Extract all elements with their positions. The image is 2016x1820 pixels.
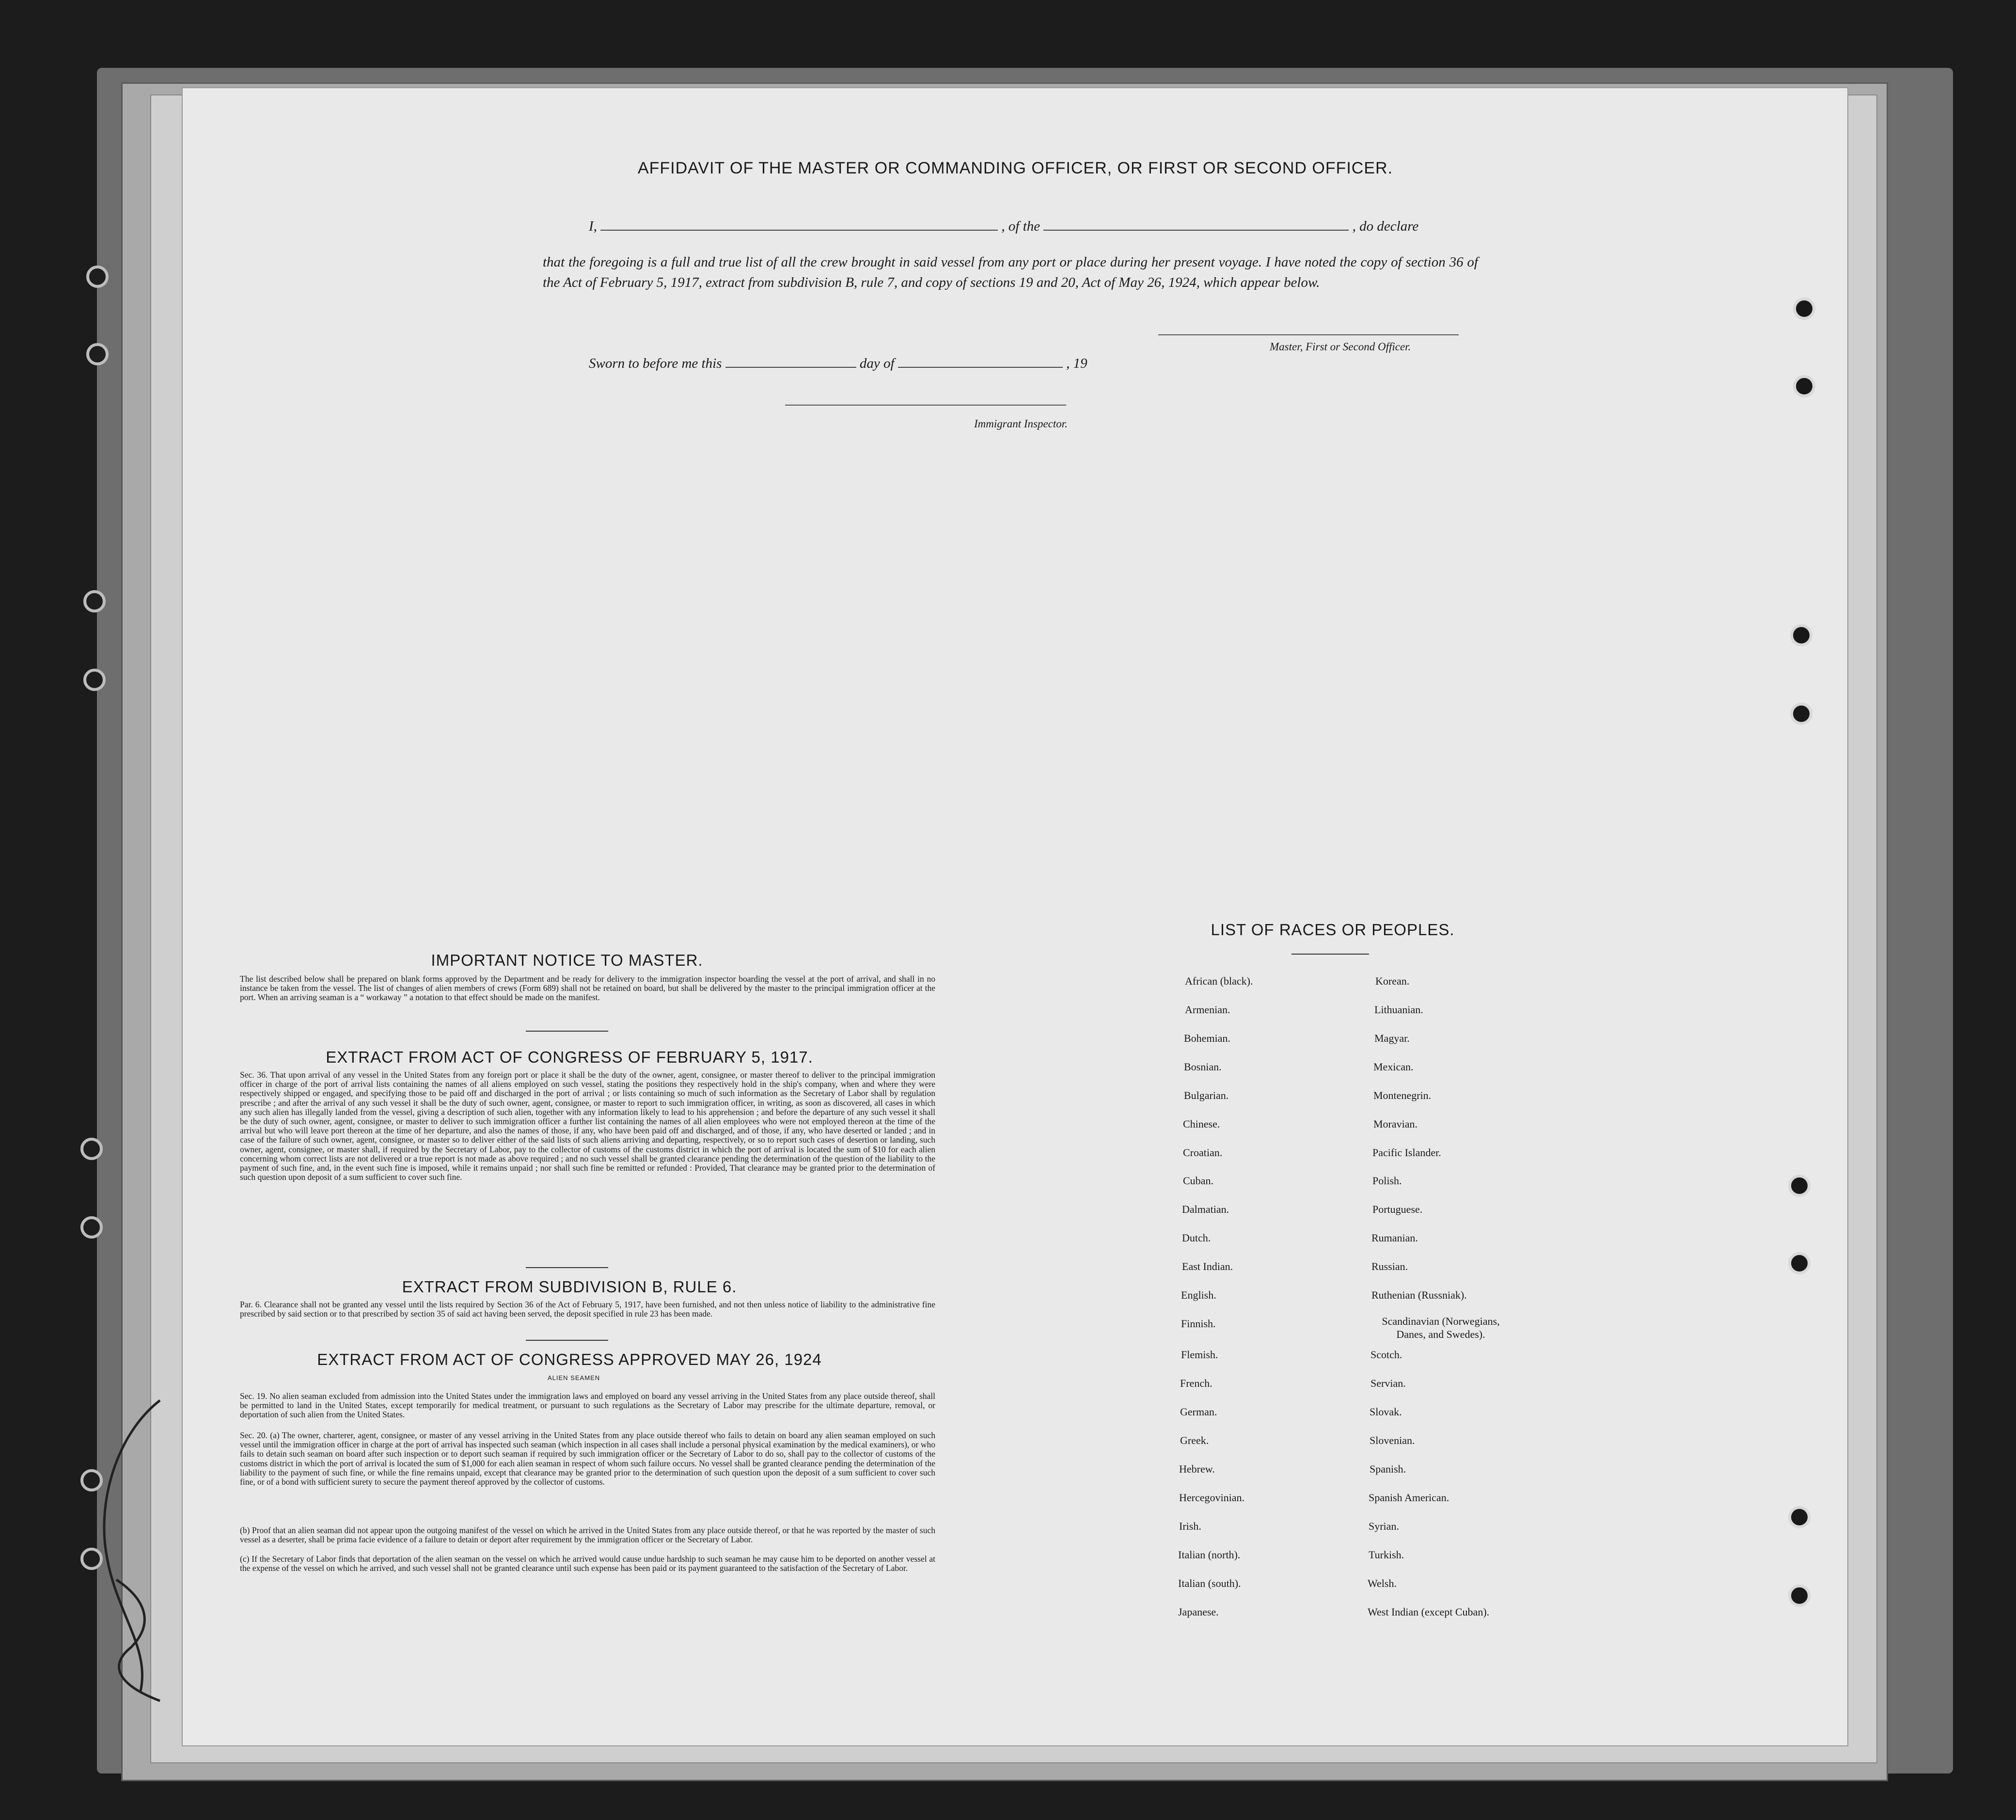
inspector-signature-label: Immigrant Inspector.	[974, 418, 1068, 430]
document-page	[182, 87, 1848, 1746]
race-right: Turkish.	[1369, 1549, 1404, 1561]
i-label: I,	[589, 219, 597, 234]
race-left: Bulgarian.	[1184, 1089, 1229, 1101]
race-left: Dutch.	[1182, 1232, 1211, 1244]
race-right: Spanish.	[1370, 1463, 1406, 1475]
act-1924-sec20a: Sec. 20. (a) The owner, charterer, agent, consignee, or master of any vessel arriving in the United States from any place outside thereof who fails to detain on board any alien seaman employed on such vessel until the immigration officer in charge at the port of arrival has inspected such seaman (which inspection in all cases shall include a personal physical examination by the medical examiners), or who fails to detain such seaman on board after such inspection or to deport such seaman if required by such immigration officer or the Secretary of Labor to do so, shall pay to the collector of customs of the customs district in which the port of arrival is located the sum of $1,000 for each alien seaman in respect of whom such failure occurs. No vessel shall be granted clearance pending the determination of the liability to the payment of such fine, or while the fine remains unpaid, except that clearance may be granted prior to the determination of such question upon the deposit of a sum sufficient to cover such fine, or of a bond with sufficient surety to secure the payment thereof approved by the collector of customs.	[240, 1430, 935, 1487]
race-left: East Indian.	[1182, 1260, 1233, 1272]
race-right: Polish.	[1372, 1175, 1402, 1187]
binder-hole	[1788, 1175, 1811, 1197]
do-declare-label: , do declare	[1352, 219, 1419, 234]
binder-hole	[80, 1216, 103, 1239]
inspector-signature-line[interactable]	[785, 405, 1066, 406]
binder-hole	[1793, 375, 1815, 397]
binder-hole	[1788, 1506, 1811, 1528]
race-right: Slovak.	[1370, 1406, 1402, 1418]
binder-hole	[83, 669, 106, 691]
race-right: Servian.	[1370, 1377, 1406, 1389]
race-left: Greek.	[1180, 1434, 1209, 1446]
notice-text: The list described below shall be prepared on blank forms approved by the Department and be ready for delivery to the immigration inspector boarding the vessel at the port of arrival, and shall in no instance be taken from the vessel. The list of changes of alien members of crews (Form 689) shall not be retained on board, but shall be delivered by the master to the principal immigration officer at the port. When an arriving seaman is a “ workaway ” a notation to that effect should be made on the manifest.	[240, 974, 935, 1003]
race-right: Pacific Islander.	[1372, 1146, 1441, 1159]
day-of-label: day of	[859, 356, 895, 371]
binder-hole	[86, 343, 109, 365]
master-signature-label: Master, First or Second Officer.	[1270, 341, 1411, 353]
binder-hole	[1793, 298, 1815, 320]
act-1924-sec19: Sec. 19. No alien seaman excluded from admission into the United States under the immigration laws and employed on board any vessel arriving in the United States from any place outside thereof, shall be permitted to land in the United States, except temporarily for medical treatment, or pursuant to such regulations as the Secretary of Labor may prescribe for the ultimate departure, removal, or deportation of such alien from the United States.	[240, 1391, 935, 1420]
race-left: Cuban.	[1183, 1175, 1213, 1187]
sworn-line	[589, 355, 1087, 372]
act-1917-text: Sec. 36. That upon arrival of any vessel in the United States from any foreign port or place it shall be the duty of the owner, agent, consignee, or master thereof to deliver to the principal immigration officer in charge of the port of arrival lists containing the names of all aliens employed on such vessel, stating the positions they respectively hold in the ship's company, when and where they were respectively shipped or engaged, and specifying those to be paid off and discharged in the port of arrival ; or lists containing so much of such information as the Secretary of Labor shall by regulation prescribe ; and after the arrival of any such vessel it shall be the duty of such owner, agent, consignee, or master to report to such immigration officer, in writing, as soon as discovered, all cases in which any such alien has illegally landed from the vessel, giving a description of such alien, together with any information likely to lead to his apprehension ; and before the departure of any such vessel it shall be the duty of such owner, agent, consignee, or master to deliver to such immigration officer a further list containing the names of all alien employees who were not employed thereon at the time of the arrival but who will leave port thereon at the time of her departure, and also the names of those, if any, who have been paid off and discharged, and of those, if any, who have deserted or landed ; and in case of the failure of such owner, agent, consignee, or master so to deliver either of the said lists of such aliens arriving and departing, respectively, or so to report such cases of desertion or landing, such owner, agent, consignee, or master shall, if required by the Secretary of Labor, pay to the collector of customs of the customs district in which the port of arrival is located the sum of $10 for each alien concerning whom correct lists are not delivered or a true report is not made as above required ; and no such vessel shall be granted clearance pending the determination of the question of the liability to the payment of such fine, and, in the event such fine is imposed, while it remains unpaid ; nor shall such fine be remitted or refunded : Provided, That clearance may be granted prior to the determination of such question upon deposit of a sum sufficient to cover such fine.	[240, 1070, 935, 1182]
race-left: Croatian.	[1183, 1146, 1223, 1159]
race-left: Hercegovinian.	[1179, 1491, 1244, 1504]
act-1924-sec20c: (c) If the Secretary of Labor finds that deportation of the alien seaman on the vessel on which he arrived would cause undue hardship to such seaman he may cause him to be deported on another vessel at the expense of the vessel on which he arrived, and such vessel shall not be granted clearance until such expense has been paid or its payment guaranteed to the satisfaction of the Secretary of Labor.	[240, 1554, 935, 1573]
race-right: Moravian.	[1373, 1118, 1418, 1130]
race-left: Hebrew.	[1179, 1463, 1215, 1475]
race-left: Italian (south).	[1178, 1577, 1241, 1589]
declarant-line	[589, 218, 1418, 235]
binder-hole	[86, 266, 109, 288]
race-left: French.	[1180, 1377, 1213, 1389]
race-left: African (black).	[1185, 975, 1253, 987]
section-divider	[526, 1340, 608, 1341]
sworn-label: Sworn to before me this	[589, 356, 722, 371]
of-the-label: , of the	[1001, 219, 1040, 234]
act-1924-title: EXTRACT FROM ACT OF CONGRESS APPROVED MAY 26, 1924	[317, 1350, 822, 1368]
race-left: Italian (north).	[1178, 1549, 1241, 1561]
race-right: Rumanian.	[1371, 1232, 1418, 1244]
binder-hole	[1788, 1585, 1811, 1607]
binder-hole	[1788, 1252, 1811, 1274]
race-left: Irish.	[1179, 1520, 1201, 1532]
race-left: English.	[1181, 1289, 1216, 1301]
race-left: Bosnian.	[1184, 1061, 1222, 1073]
year-label: , 19	[1066, 356, 1087, 371]
rule-6-title: EXTRACT FROM SUBDIVISION B, RULE 6.	[402, 1278, 737, 1296]
race-right: Portuguese.	[1372, 1203, 1423, 1215]
affidavit-title: AFFIDAVIT OF THE MASTER OR COMMANDING OFFICER, OR FIRST OR SECOND OFFICER.	[637, 159, 1393, 177]
rule-6-text: Par. 6. Clearance shall not be granted any vessel until the lists required by Section 36 of the Act of February 5, 1917, have been furnished, and not then unless notice of liability to the administrative fine prescribed by said section or to that prescribed by section 35 of said act having been served, the deposit specified in rule 23 has been made.	[240, 1300, 935, 1319]
vessel-name-blank[interactable]	[1043, 218, 1349, 231]
race-left: Dalmatian.	[1182, 1203, 1229, 1215]
section-divider	[526, 1267, 608, 1268]
race-left: Chinese.	[1183, 1118, 1220, 1130]
race-right: Slovenian.	[1370, 1434, 1415, 1446]
race-right: Mexican.	[1373, 1061, 1414, 1073]
race-right: Montenegrin.	[1373, 1089, 1432, 1101]
alien-seamen-subtitle: ALIEN SEAMEN	[548, 1374, 600, 1381]
string-loop	[87, 1396, 174, 1706]
affidavit-body: that the foregoing is a full and true list of all the crew brought in said vessel from any port or place during her present voyage. I have noted the copy of section 36 of the Act of February 5, 1917, extract from subdivision B, rule 7, and copy of sections 19 and 20, Act of May 26, 1924, which appear below.	[543, 254, 1478, 290]
races-title-rule	[1292, 954, 1369, 955]
race-left: Flemish.	[1181, 1349, 1218, 1361]
race-right: Korean.	[1375, 975, 1410, 987]
act-1924-sec20b: (b) Proof that an alien seaman did not appear upon the outgoing manifest of the vessel on which he arrived in the United States from any place outside thereof, or that he was reported by the master of such vessel as a deserter, shall be prima facie evidence of a failure to detain or deport after requirement by the immigration officer or the Secretary of Labor.	[240, 1525, 935, 1545]
act-1917-title: EXTRACT FROM ACT OF CONGRESS OF FEBRUARY 5, 1917.	[326, 1048, 813, 1066]
race-left: Finnish.	[1181, 1318, 1216, 1330]
binder-hole	[1790, 624, 1812, 646]
race-right: Scotch.	[1370, 1349, 1402, 1361]
race-right: Welsh.	[1368, 1577, 1397, 1589]
binder-hole	[83, 590, 106, 612]
race-right: Russian.	[1371, 1260, 1408, 1272]
race-right: Syrian.	[1369, 1520, 1399, 1532]
master-signature-line[interactable]	[1158, 334, 1459, 335]
sworn-day-blank[interactable]	[725, 355, 856, 368]
races-title: LIST OF RACES OR PEOPLES.	[1211, 921, 1455, 939]
race-right: West Indian (except Cuban).	[1368, 1606, 1490, 1618]
notice-title: IMPORTANT NOTICE TO MASTER.	[431, 951, 703, 969]
declarant-name-blank[interactable]	[600, 218, 998, 231]
race-right: Scandinavian (Norwegians, Danes, and Swedes).	[1382, 1315, 1500, 1340]
race-left: German.	[1180, 1406, 1217, 1418]
race-right: Magyar.	[1374, 1032, 1410, 1044]
race-left: Japanese.	[1178, 1606, 1219, 1618]
race-right: Spanish American.	[1369, 1491, 1449, 1504]
race-left: Armenian.	[1185, 1004, 1230, 1016]
race-right: Lithuanian.	[1374, 1004, 1423, 1016]
race-left: Bohemian.	[1184, 1032, 1230, 1044]
race-right: Ruthenian (Russniak).	[1371, 1289, 1467, 1301]
section-divider	[526, 1031, 608, 1032]
sworn-month-blank[interactable]	[898, 355, 1063, 368]
binder-hole	[80, 1138, 103, 1160]
binder-hole	[1790, 703, 1812, 725]
